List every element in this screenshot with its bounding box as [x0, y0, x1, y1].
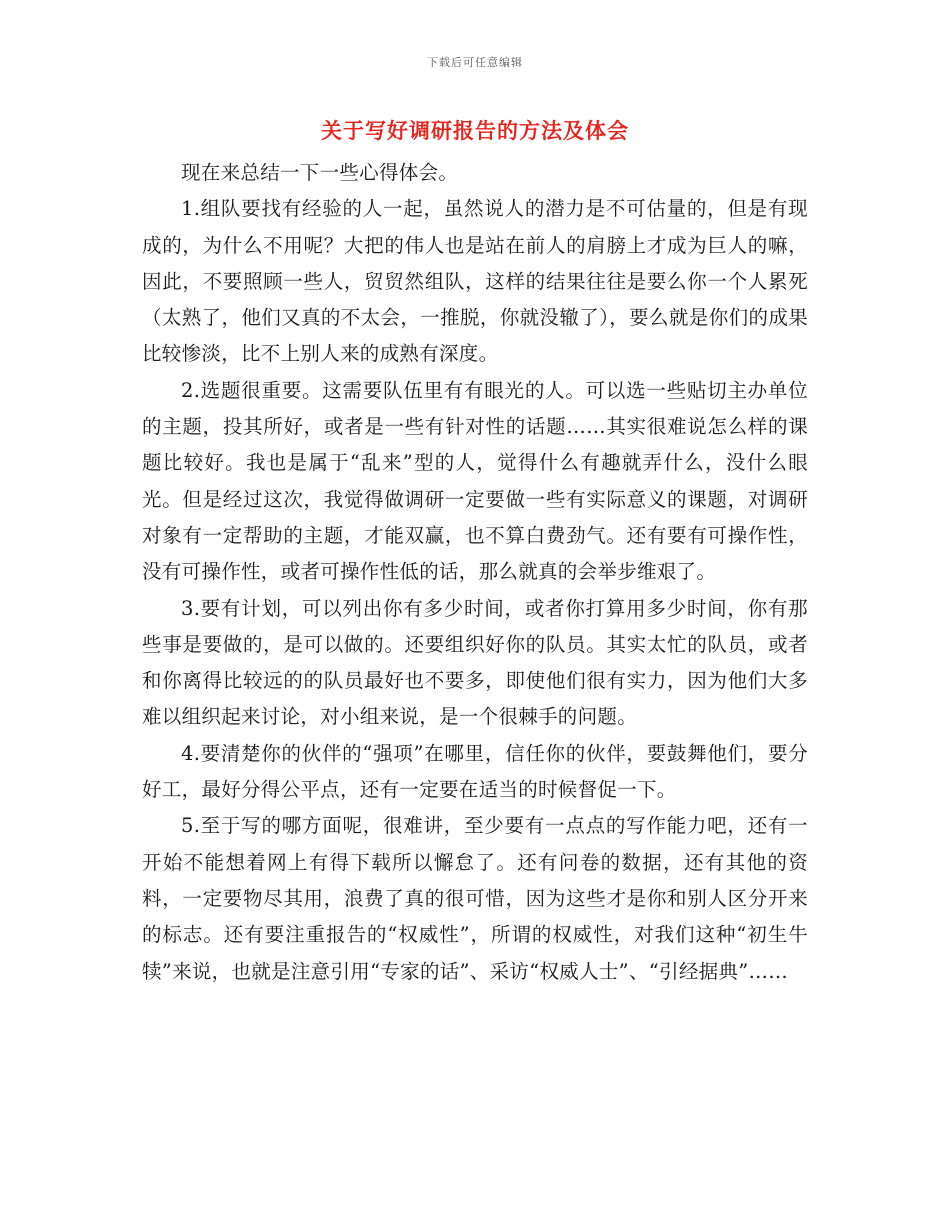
header-note: 下载后可任意编辑 [427, 56, 523, 69]
paragraph-3-plan: 3.要有计划，可以列出你有多少时间，或者你打算用多少时间，你有那些事是要做的，是可以做的。还要组织好你的队员。其实太忙的队员，或者和你离得比较远的的队员最好也不要多，即使他们很有实力，因为他们大多难以组织起来讨论，对小组来说，是一个很棘手的问题。 [142, 596, 808, 729]
document-title: 关于写好调研报告的方法及体会 [321, 118, 629, 143]
paragraph-1-team: 1.组队要找有经验的人一起，虽然说人的潜力是不可估量的，但是有现成的，为什么不用呢？大把的伟人也是站在前人的肩膀上才成为巨人的嘛，因此，不要照顾一些人，贸贸然组队，这样的结果往往是要么你一个人累死（太熟了，他们又真的不太会，一推脱，你就没辙了），要么就是你们的成果比较惨淡，比不上别人来的成熟有深度。 [142, 197, 808, 366]
paragraph-5-writing: 5.至于写的哪方面呢，很难讲，至少要有一点点的写作能力吧，还有一开始不能想着网上有得下载所以懈怠了。还有问卷的数据，还有其他的资料，一定要物尽其用，浪费了真的很可惜，因为这些才是你和别人区分开来的标志。还有要注重报告的“权威性”，所谓的权威性，对我们这种“初生牛犊”来说，也就是注意引用“专家的话”、采访“权威人士”、“引经据典”…… [142, 814, 808, 983]
paragraph-4-partners: 4.要清楚你的伙伴的“强项”在哪里，信任你的伙伴，要鼓舞他们，要分好工，最好分得公平点，还有一定要在适当的时候督促一下。 [142, 741, 808, 802]
paragraph-2-topic: 2.选题很重要。这需要队伍里有有眼光的人。可以选一些贴切主办单位的主题，投其所好，或者是一些有针对性的话题……其实很难说怎么样的课题比较好。我也是属于“乱来”型的人，觉得什么有趣就弄什么，没什么眼光。但是经过这次，我觉得做调研一定要做一些有实际意义的课题，对调研对象有一定帮助的主题，才能双赢，也不算白费劲气。还有要有可操作性，没有可操作性，或者可操作性低的话，那么就真的会举步维艰了。 [142, 378, 808, 584]
document-body [142, 155, 808, 990]
paragraph-intro: 现在来总结一下一些心得体会。 [181, 161, 459, 184]
